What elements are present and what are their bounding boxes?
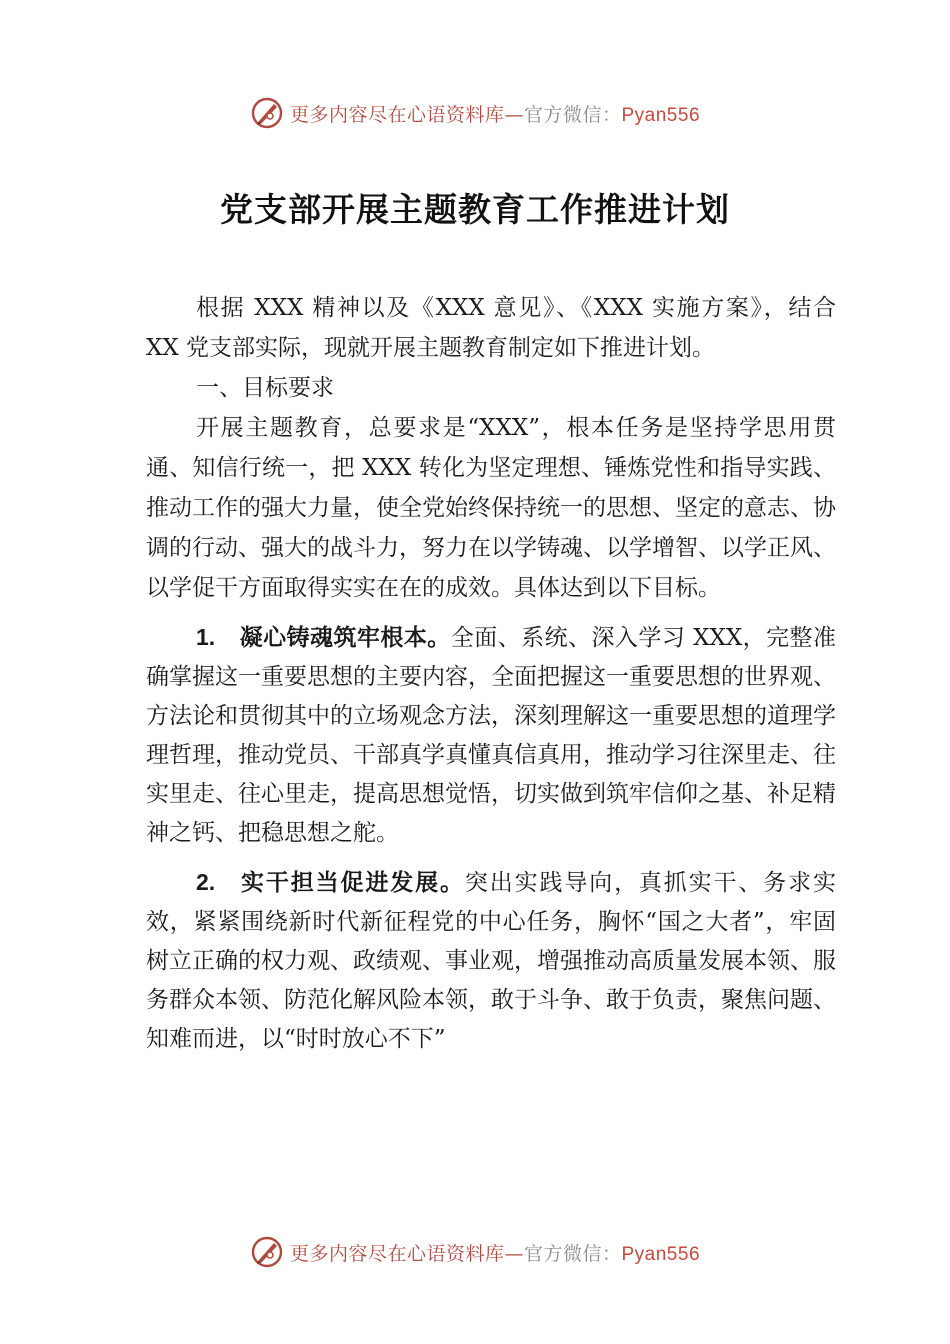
section-heading: 一、目标要求 bbox=[196, 375, 334, 401]
intro-paragraph: 根据 XXX 精神以及《XXX 意见》、《XXX 实施方案》，结合 XX 党支部实际，现就开展主题教育制定如下推进计划。 bbox=[146, 295, 836, 361]
pen-circle-logo-icon bbox=[250, 96, 284, 130]
section-paragraph: 开展主题教育，总要求是“XXX”，根本任务是坚持学思用贯通、知信行统一，把 XXX 转化为坚定理想、锤炼党性和指导实践、推动工作的强大力量，使全党始终保持统一的思想、坚定的意志、协调的行动、强大的战斗力，努力在以学铸魂、以学增智、以学正风、以学促干方面取得实实在在的成效。具体达到以下目标。 bbox=[146, 415, 836, 601]
pen-circle-logo-icon bbox=[250, 1235, 284, 1269]
banner-wechat-id: Pyan556 bbox=[621, 1243, 701, 1265]
goal-item-body: 全面、系统、深入学习 XXX，完整准确掌握这一重要思想的主要内容，全面把握这一重要思想的世界观、方法论和贯彻其中的立场观念方法，深刻理解这一重要思想的道理学理哲理，推动党员、干部真学真懂真信真用，推动学习往深里走、往实里走、往心里走，提高思想觉悟，切实做到筑牢信仰之基、补足精神之钙、把稳思想之舵。 bbox=[146, 625, 837, 846]
goal-item-number: 1. bbox=[196, 624, 216, 650]
banner-dash: — bbox=[504, 1242, 524, 1265]
banner-wechat-id: Pyan556 bbox=[621, 104, 701, 126]
goal-item-1 bbox=[146, 618, 836, 853]
goal-item-2 bbox=[146, 863, 836, 1059]
banner-main-text: 更多内容尽在心语资料库 bbox=[289, 1242, 505, 1265]
goal-item-number: 2. bbox=[196, 869, 216, 895]
banner-sub-text: 官方微信： bbox=[523, 1242, 622, 1265]
document-title: 党支部开展主题教育工作推进计划 bbox=[220, 190, 730, 229]
banner-sub-text: 官方微信： bbox=[523, 103, 622, 126]
footer-banner bbox=[0, 1232, 950, 1272]
banner-main-text: 更多内容尽在心语资料库 bbox=[289, 103, 505, 126]
banner-dash: — bbox=[504, 103, 524, 126]
goal-item-body: 突出实践导向，真抓实干、务求实效，紧紧围绕新时代新征程党的中心任务，胸怀“国之大者”，牢固树立正确的权力观、政绩观、事业观，增强推动高质量发展本领、服务群众本领、防范化解风险本领，敢于斗争、敢于负责，聚焦问题、知难而进，以“时时放心不下” bbox=[146, 870, 836, 1052]
goal-item-lead: 实干担当促进发展。 bbox=[239, 870, 465, 896]
goal-item-lead: 凝心铸魂筑牢根本。 bbox=[239, 625, 451, 651]
banner-text bbox=[290, 100, 700, 127]
document-body bbox=[146, 288, 836, 1059]
banner-text bbox=[290, 1239, 700, 1266]
header-banner bbox=[0, 93, 950, 133]
